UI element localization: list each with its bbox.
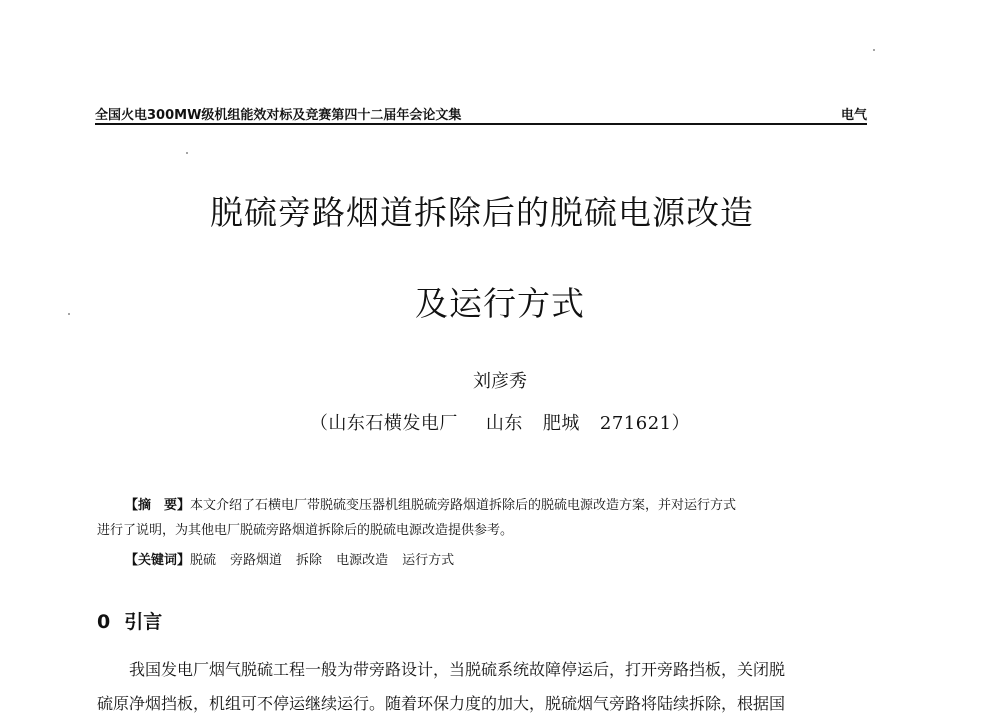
body-line-2: 硫原净烟挡板，机组可不停运继续运行。随着环保力度的加大，脱硫烟气旁路将陆续拆除，根据国	[97, 694, 786, 713]
section-number: 0	[97, 611, 111, 633]
header-journal-title: 全国火电300MW级机组能效对标及竞赛第四十二届年会论文集	[95, 108, 462, 123]
body-line-1: 我国发电厂烟气脱硫工程一般为带旁路设计，当脱硫系统故障停运后，打开旁路挡板，关闭脱	[129, 660, 786, 679]
abstract-line-2: 进行了说明，为其他电厂脱硫旁路烟道拆除后的脱硫电源改造提供参考。	[97, 523, 514, 538]
scan-speck	[873, 49, 875, 51]
paper-title-line-2: 及运行方式	[415, 284, 585, 323]
keyword-item: 拆除	[296, 553, 323, 568]
keyword-item: 运行方式	[402, 553, 455, 568]
keywords-label: 【关键词】	[125, 553, 191, 568]
keyword-item: 旁路烟道	[230, 553, 283, 568]
author-affiliation	[0, 409, 1000, 435]
keyword-item: 电源改造	[336, 553, 389, 568]
affiliation-city: 肥城	[542, 413, 580, 434]
scan-speck	[68, 313, 70, 315]
keyword-item: 脱硫	[190, 553, 217, 568]
section-heading	[97, 607, 162, 634]
header-section-label: 电气	[840, 108, 867, 123]
affiliation-open-paren: （	[309, 413, 329, 434]
running-header	[95, 103, 867, 125]
keywords	[125, 549, 468, 568]
abstract-line-1	[97, 493, 872, 518]
section-title: 引言	[124, 611, 163, 633]
abstract-label: 【摘 要】	[125, 498, 191, 513]
affiliation-organization: 山东石横发电厂	[328, 413, 458, 434]
abstract-text-1: 本文介绍了石横电厂带脱硫变压器机组脱硫旁路烟道拆除后的脱硫电源改造方案，并对运行方式	[190, 498, 737, 513]
paper-title-line-1: 脱硫旁路烟道拆除后的脱硫电源改造	[210, 193, 754, 232]
scan-speck	[186, 152, 188, 154]
body-paragraph	[97, 653, 872, 721]
abstract	[97, 493, 872, 543]
affiliation-close-paren: ）	[671, 413, 691, 434]
affiliation-province: 山东	[485, 413, 523, 434]
author-name: 刘彦秀	[473, 371, 527, 392]
affiliation-postcode: 271621	[599, 413, 672, 434]
